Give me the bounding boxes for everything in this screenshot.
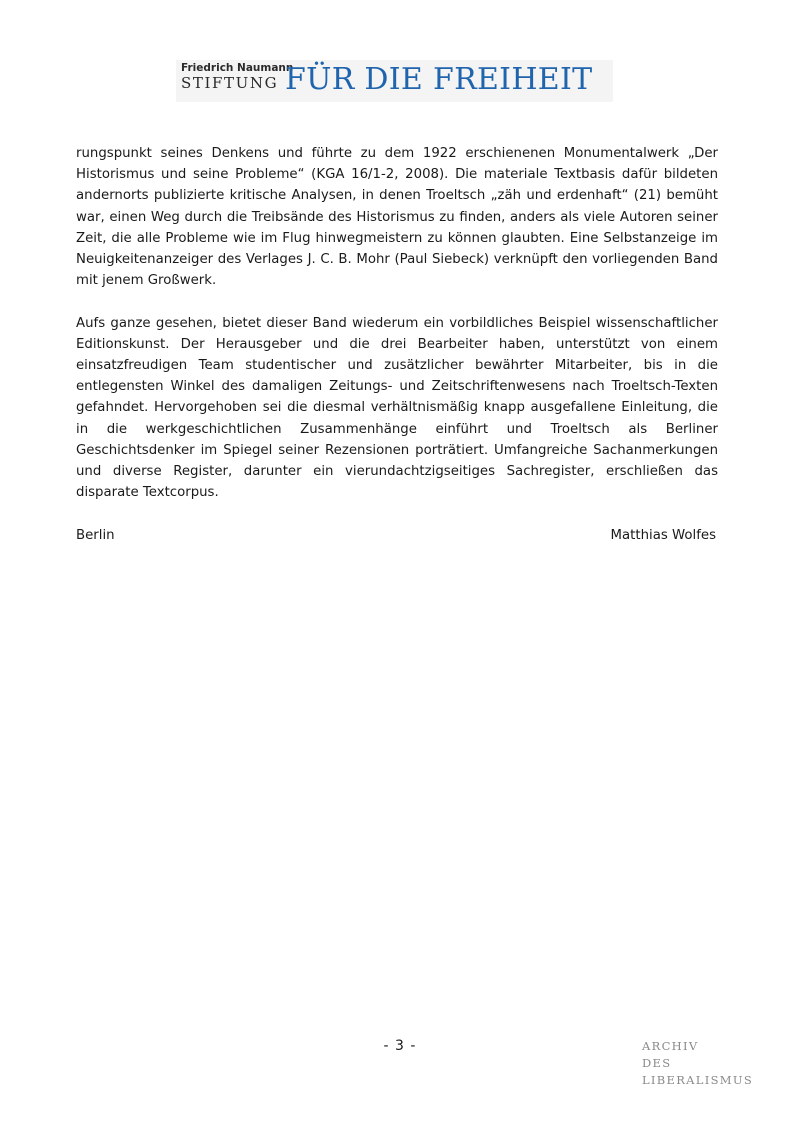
signature-line [76, 525, 718, 546]
archive-logo [642, 1038, 753, 1089]
logo-stiftung-line: STIFTUNG [181, 73, 279, 92]
paragraph-1: rungspunkt seines Denkens und führte zu dem 1922 erschienenen Monumentalwerk „Der Historismus und seine Probleme“ (KGA 16/1-2, 2008). Die materiale Textbasis dafür bildeten andernorts publizierte kritische Analysen, in denen Troeltsch „zäh und erdenhaft“ (21) bemüht war, einen Weg durch die Treibsände des Historismus zu finden, anders als viele Autoren seiner Zeit, die alle Probleme wie im Flug hinwegmeistern zu können glaubten. Eine Selbstanzeige im Neuigkeitenanzeiger des Verlages J. C. B. Mohr (Paul Siebeck) verknüpft den vorliegenden Band mit jenem Großwerk. [76, 146, 718, 289]
page-number: - 3 - [383, 1038, 417, 1054]
foundation-logo [176, 60, 613, 102]
archive-line-2: DES [642, 1056, 672, 1070]
logo-name-line: Friedrich Naumann [181, 62, 294, 74]
signature-author: Matthias Wolfes [610, 527, 716, 543]
paragraph-2: Aufs ganze gesehen, bietet dieser Band wiederum ein vorbildliches Beispiel wissenschaftlicher Editionskunst. Der Herausgeber und die drei Bearbeiter haben, unterstützt von einem einsatzfreudigen Team studentischer und zusätzlicher bewährter Mitarbeiter, bis in die entlegensten Winkel des damaligen Zeitungs- und Zeitschriftenwesens nach Troeltsch-Texten gefahndet. Hervorgehoben sei die diesmal verhältnismäßig knapp ausgefallene Einleitung, die in die werkgeschichtlichen Zusammenhänge einführt und Troeltsch als Berliner Geschichtsdenker im Spiegel seiner Rezensionen porträtiert. Umfangreiche Sachanmerkungen und diverse Register, darunter ein vierundachtzigseitiges Sachregister, erschließen das disparate Textcorpus. [76, 315, 718, 501]
logo-tagline: FÜR DIE FREIHEIT [285, 62, 593, 97]
logo-wordmark [181, 62, 294, 92]
signature-place: Berlin [76, 527, 115, 543]
archive-line-3: LIBERALISMUS [642, 1073, 753, 1087]
archive-line-1: ARCHIV [642, 1039, 699, 1053]
document-body [76, 143, 718, 546]
